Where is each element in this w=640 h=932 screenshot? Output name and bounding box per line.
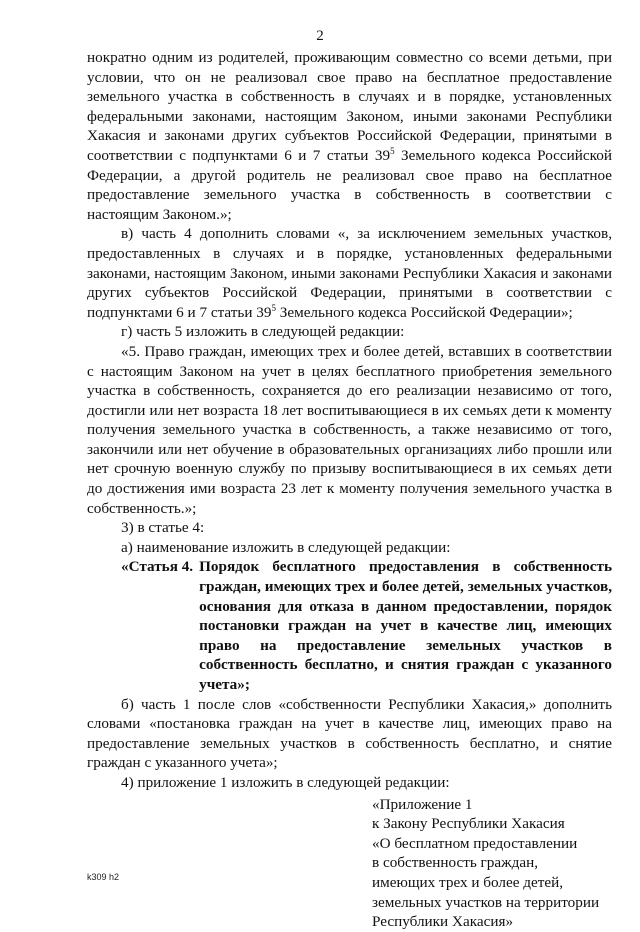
annex-line: «О бесплатном предоставлении [372,834,578,852]
annex-header [372,795,612,932]
superscript: 5 [271,302,276,313]
superscript: 5 [390,145,395,156]
annex-line: «Приложение 1 [372,795,473,813]
paragraph-item-g: г) часть 5 изложить в следующей редакции: [121,323,405,341]
document-body [87,48,612,932]
paragraph-text: в) часть 4 дополнить словами «, за исключением земельных участков, предоставленных в случаях и в порядке, установленных федеральными законами, настоящим Законом, иными законами Республики Хакасия и законами других субъектов Российской Федерации, принятыми в соответствии с подпунктами 6 и 7 статьи 39 [87,225,612,321]
paragraph-item-v [87,224,612,322]
annex-line: к Закону Республики Хакасия [372,815,565,833]
article-heading [87,557,612,694]
paragraph-item-b: б) часть 1 после слов «собственности Республики Хакасия,» дополнить словами «постановка граждан на учет в качестве лиц, имеющих право на предоставление земельных участков в собственность бесплатно, и снятие граждан с указанного учета»; [87,695,612,772]
annex-line: имеющих трех и более детей, [372,873,564,891]
paragraph-item-a: а) наименование изложить в следующей редакции: [121,538,451,556]
annex-line: земельных участков на территории [372,893,600,911]
article-label: «Статья 4. [121,558,194,576]
paragraph-text: Земельного кодекса Российской Федерации, а другой родитель не реализовал свое право на бесплатное предоставление земельного участка в собственность в соответствии с настоящим Законом.»; [87,146,612,223]
annex-line: Республики Хакасия» [372,913,514,931]
paragraph-continuation [87,48,612,224]
article-title: Порядок бесплатного предоставления в собственность граждан, имеющих трех и более детей, земельных участков, основания для отказа в данном предоставлении, порядок постановки граждан на учет в качестве лиц, имеющих право на предоставление земельных участков в собственность бесплатно, и снятия граждан с указанного учета»; [199,558,612,693]
paragraph-item-4: 4) приложение 1 изложить в следующей редакции: [121,773,450,791]
paragraph-item-3: 3) в статье 4: [121,519,205,537]
paragraph-text: Земельного кодекса Российской Федерации»; [275,303,573,321]
annex-line: в собственность граждан, [372,854,539,872]
page-number: 2 [316,28,324,44]
paragraph-part-5: «5. Право граждан, имеющих трех и более детей, вставших в соответствии с настоящим Законом на учет в целях бесплатного приобретения земельного участка в собственность, сохраняется до его реализации независимо от того, достигли или нет возраста 18 лет воспитывающиеся в их семьях дети к моменту получения земельного участка в собственность, а также независимо от того, закончили или нет обучение в образовательных организациях либо прошли или нет срочную военную службу по призыву воспитывающиеся в их семьях дети до достижения ими возраста 23 лет к моменту получения земельного участка в собственность.»; [87,342,612,517]
footer-code: k309 h2 [87,872,120,882]
paragraph-text: нократно одним из родителей, проживающим совместно со всеми детьми, при условии, что он не реализовал свое право на бесплатное предоставление земельного участка в собственность в случаях и в порядке, установленных федеральными законами, настоящим Законом, иными законами Республики Хакасия и законами других субъектов Российской Федерации, принятыми в соответствии с подпунктами 6 и 7 статьи 39 [87,49,612,164]
